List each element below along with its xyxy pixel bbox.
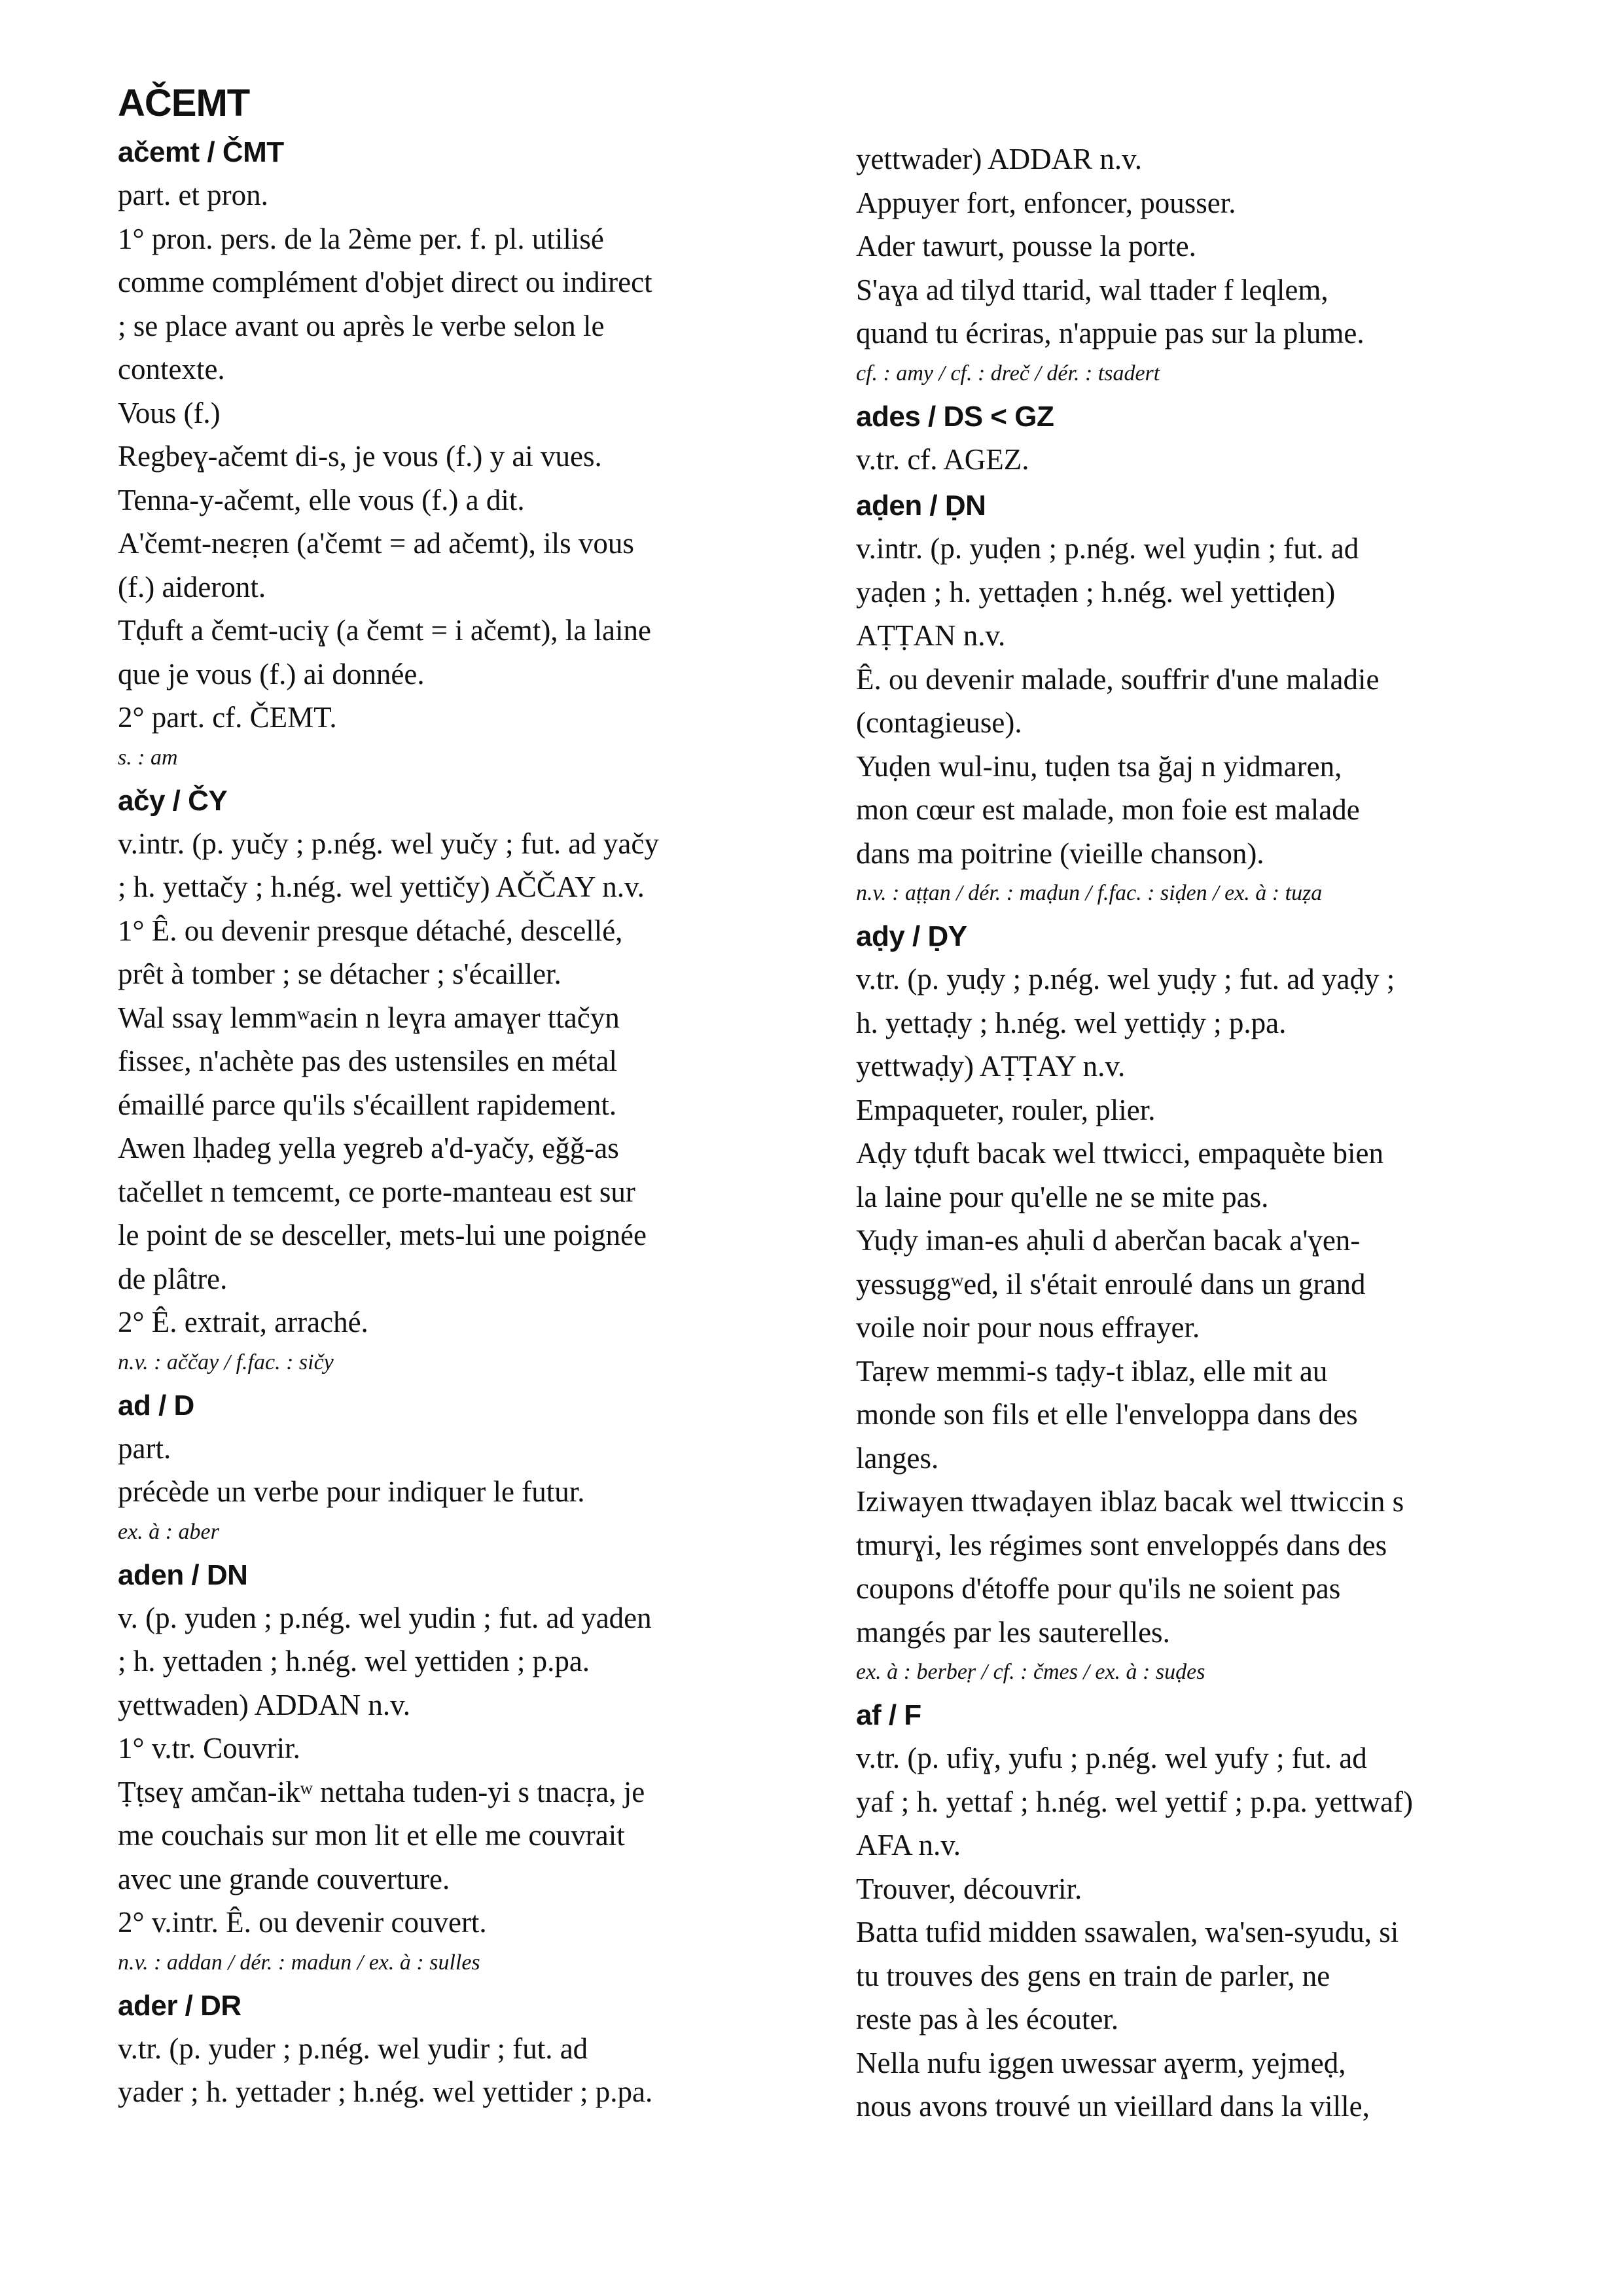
entry-text-line: Awen lḥadeg yella yegreb a'd-yačy, eǧǧ-as: [118, 1132, 619, 1164]
entry-cross-reference: ex. à : berbeṛ / cf. : čmes / ex. à : suḍes: [856, 1660, 1205, 1684]
entry-text-line: S'aɣa ad tilyd ttarid, wal ttader f leqlem,: [856, 273, 1329, 306]
entry-text-line: yader ; h. yettader ; h.nég. wel yettider ; p.pa.: [118, 2075, 653, 2108]
entry-text-line: 2° v.intr. Ê. ou devenir couvert.: [118, 1906, 487, 1939]
entry-text-line: la laine pour qu'elle ne se mite pas.: [856, 1180, 1269, 1213]
entry-text-line: Regbeɣ-ačemt di-s, je vous (f.) y ai vues.: [118, 440, 602, 473]
entry-text-line: 1° pron. pers. de la 2ème per. f. pl. utilisé: [118, 222, 604, 255]
entry-cross-reference: n.v. : aččay / f.fac. : sičy: [118, 1350, 334, 1374]
entry-text-line: v.tr. (p. yuḍy ; p.nég. wel yuḍy ; fut. ad yaḍy ;: [856, 963, 1395, 996]
entry-text-line: ; se place avant ou après le verbe selon le: [118, 309, 605, 342]
entry-text-line: Appuyer fort, enfoncer, pousser.: [856, 186, 1236, 219]
entry-text-line: le point de se desceller, mets-lui une poignée: [118, 1219, 647, 1251]
section-title: AČEMT: [118, 82, 250, 124]
entry-text-line: nous avons trouvé un vieillard dans la ville,: [856, 2090, 1370, 2123]
entry-text-line: part.: [118, 1431, 171, 1465]
entry-text-line: reste pas à les écouter.: [856, 2003, 1119, 2036]
entry-text-line: mangés par les sauterelles.: [856, 1615, 1170, 1649]
entry-text-line: coupons d'étoffe pour qu'ils ne soient pas: [856, 1572, 1341, 1605]
entry-text-line: yessuggʷed, il s'était enroulé dans un grand: [856, 1267, 1366, 1300]
left-column: [118, 132, 798, 2114]
entry-text-line: v.tr. (p. ufiɣ, yufu ; p.nég. wel yufy ; fut. ad: [856, 1742, 1367, 1774]
entry-text-line: v.intr. (p. yučy ; p.nég. wel yučy ; fut. ad yačy: [118, 827, 659, 860]
entry-text-line: 2° part. cf. ČEMT.: [118, 701, 337, 734]
entry-text-line: Batta tufid midden ssawalen, wa'sen-syudu, si: [856, 1916, 1399, 1948]
entry-text-line: Taṛew memmi-s taḍy-t iblaz, elle mit au: [856, 1354, 1328, 1388]
entry-text-line: Tḍuft a čemt-uciɣ (a čemt = i ačemt), la laine: [118, 614, 651, 647]
entry-text-line: monde son fils et elle l'enveloppa dans des: [856, 1398, 1358, 1431]
entry-headword: aḍy / ḌY: [856, 920, 967, 952]
entry-text-line: de plâtre.: [118, 1262, 228, 1295]
entry-text-line: avec une grande couverture.: [118, 1862, 450, 1895]
entry-text-line: langes.: [856, 1441, 939, 1475]
entry-headword: ačy / ČY: [118, 784, 228, 817]
entry-text-line: yettwaḍy) AṬṬAY n.v.: [856, 1050, 1126, 1083]
entry-text-line: émaillé parce qu'ils s'écaillent rapidement.: [118, 1088, 617, 1121]
entry-text-line: précède un verbe pour indiquer le futur.: [118, 1475, 585, 1508]
entry-text-line: (f.) aideront.: [118, 570, 266, 603]
entry-text-line: me couchais sur mon lit et elle me couvrait: [118, 1819, 625, 1852]
entry-text-line: AṬṬAN n.v.: [856, 619, 1006, 652]
entry-text-line: dans ma poitrine (vieille chanson).: [856, 836, 1264, 870]
entry-text-line: ; h. yettaden ; h.nég. wel yettiden ; p.pa.: [118, 1645, 590, 1677]
entry-text-line: 1° Ê. ou devenir presque détaché, descellé,: [118, 914, 623, 947]
entry-text-line: comme complément d'objet direct ou indirect: [118, 266, 652, 298]
entry-text-line: ; h. yettačy ; h.nég. wel yettičy) AČČAY n.v.: [118, 870, 645, 903]
entry-text-line: Trouver, découvrir.: [856, 1872, 1082, 1905]
entry-headword: af / F: [856, 1699, 921, 1731]
entry-cross-reference: n.v. : addan / dér. : madun / ex. à : sulles: [118, 1950, 480, 1975]
entry-text-line: Iziwayen ttwaḍayen iblaz bacak wel ttwiccin s: [856, 1485, 1404, 1518]
entry-text-line: Vous (f.): [118, 396, 221, 429]
entry-text-line: yaḍen ; h. yettaḍen ; h.nég. wel yettiḍen): [856, 575, 1336, 609]
entry-cross-reference: n.v. : aṭṭan / dér. : maḍun / f.fac. : siḍen / ex. à : tuẓa: [856, 881, 1323, 905]
entry-headword: ades / DS < GZ: [856, 400, 1054, 433]
entry-text-line: v.intr. (p. yuḍen ; p.nég. wel yuḍin ; fut. ad: [856, 532, 1359, 565]
entry-text-line: Wal ssaɣ lemmʷaɛin n leɣra amaɣer ttačyn: [118, 1001, 620, 1034]
entry-headword: ader / DR: [118, 1989, 241, 2022]
entry-text-line: Ader tawurt, pousse la porte.: [856, 230, 1196, 262]
entry-text-line: Aḍy tḍuft bacak wel ttwicci, empaquète bien: [856, 1137, 1383, 1170]
entry-text-line: que je vous (f.) ai donnée.: [118, 657, 425, 691]
entry-text-line: Ê. ou devenir malade, souffrir d'une maladie: [856, 662, 1380, 696]
entry-text-line: voile noir pour nous effrayer.: [856, 1311, 1200, 1344]
entry-cross-reference: ex. à : aber: [118, 1519, 219, 1544]
entry-headword: ačemt / ČMT: [118, 136, 284, 168]
entry-text-line: yettwader) ADDAR n.v.: [856, 143, 1142, 175]
entry-text-line: A'čemt-neɛṛen (a'čemt = ad ačemt), ils vous: [118, 527, 634, 560]
entry-text-line: fisseɛ, n'achète pas des ustensiles en métal: [118, 1045, 618, 1077]
entry-text-line: tmurɣi, les régimes sont enveloppés dans des: [856, 1528, 1387, 1562]
entry-text-line: 1° v.tr. Couvrir.: [118, 1732, 300, 1765]
entry-text-line: Empaqueter, rouler, plier.: [856, 1093, 1156, 1126]
entry-text-line: h. yettaḍy ; h.nég. wel yettiḍy ; p.pa.: [856, 1006, 1287, 1039]
entry-text-line: Nella nufu iggen uwessar aɣerm, yejmeḍ,: [856, 2046, 1346, 2079]
entry-cross-reference: cf. : amy / cf. : dreč / dér. : tsadert: [856, 361, 1160, 386]
entry-text-line: prêt à tomber ; se détacher ; s'écailler.: [118, 958, 562, 990]
entry-text-line: contexte.: [118, 353, 225, 386]
entry-text-line: Ṭṭseɣ amčan-ikʷ nettaha tuden-yi s tnacṛa, je: [118, 1775, 645, 1808]
entry-text-line: yaf ; h. yettaf ; h.nég. wel yettif ; p.pa. yettwaf): [856, 1785, 1413, 1818]
entry-cross-reference: s. : am: [118, 745, 178, 770]
entry-text-line: v.tr. (p. yuder ; p.nég. wel yudir ; fut. ad: [118, 2032, 588, 2065]
entry-text-line: quand tu écriras, n'appuie pas sur la plume.: [856, 317, 1364, 350]
entry-text-line: (contagieuse).: [856, 706, 1022, 739]
entry-headword: aden / DN: [118, 1558, 248, 1591]
entry-text-line: 2° Ê. extrait, arraché.: [118, 1306, 368, 1338]
entry-headword: aḍen / ḌN: [856, 490, 986, 522]
entry-text-line: mon cœur est malade, mon foie est malade: [856, 793, 1360, 826]
entry-text-line: Yuḍy iman-es aḥuli d aberčan bacak a'ɣen-: [856, 1224, 1361, 1257]
entry-text-line: yettwaden) ADDAN n.v.: [118, 1688, 410, 1721]
right-column: [856, 137, 1537, 2128]
entry-text-line: v. (p. yuden ; p.nég. wel yudin ; fut. ad yaden: [118, 1601, 652, 1634]
entry-text-line: tačellet n temcemt, ce porte-manteau est sur: [118, 1175, 635, 1208]
entry-headword: ad / D: [118, 1389, 194, 1422]
entry-text-line: AFA n.v.: [856, 1829, 961, 1861]
entry-text-line: Tenna-y-ačemt, elle vous (f.) a dit.: [118, 483, 525, 516]
entry-text-line: v.tr. cf. AGEZ.: [856, 442, 1029, 476]
entry-text-line: Yuḍen wul-inu, tuḍen tsa ğaj n yidmaren,: [856, 749, 1342, 783]
entry-text-line: part. et pron.: [118, 179, 268, 211]
entry-text-line: tu trouves des gens en train de parler, ne: [856, 1959, 1330, 1992]
